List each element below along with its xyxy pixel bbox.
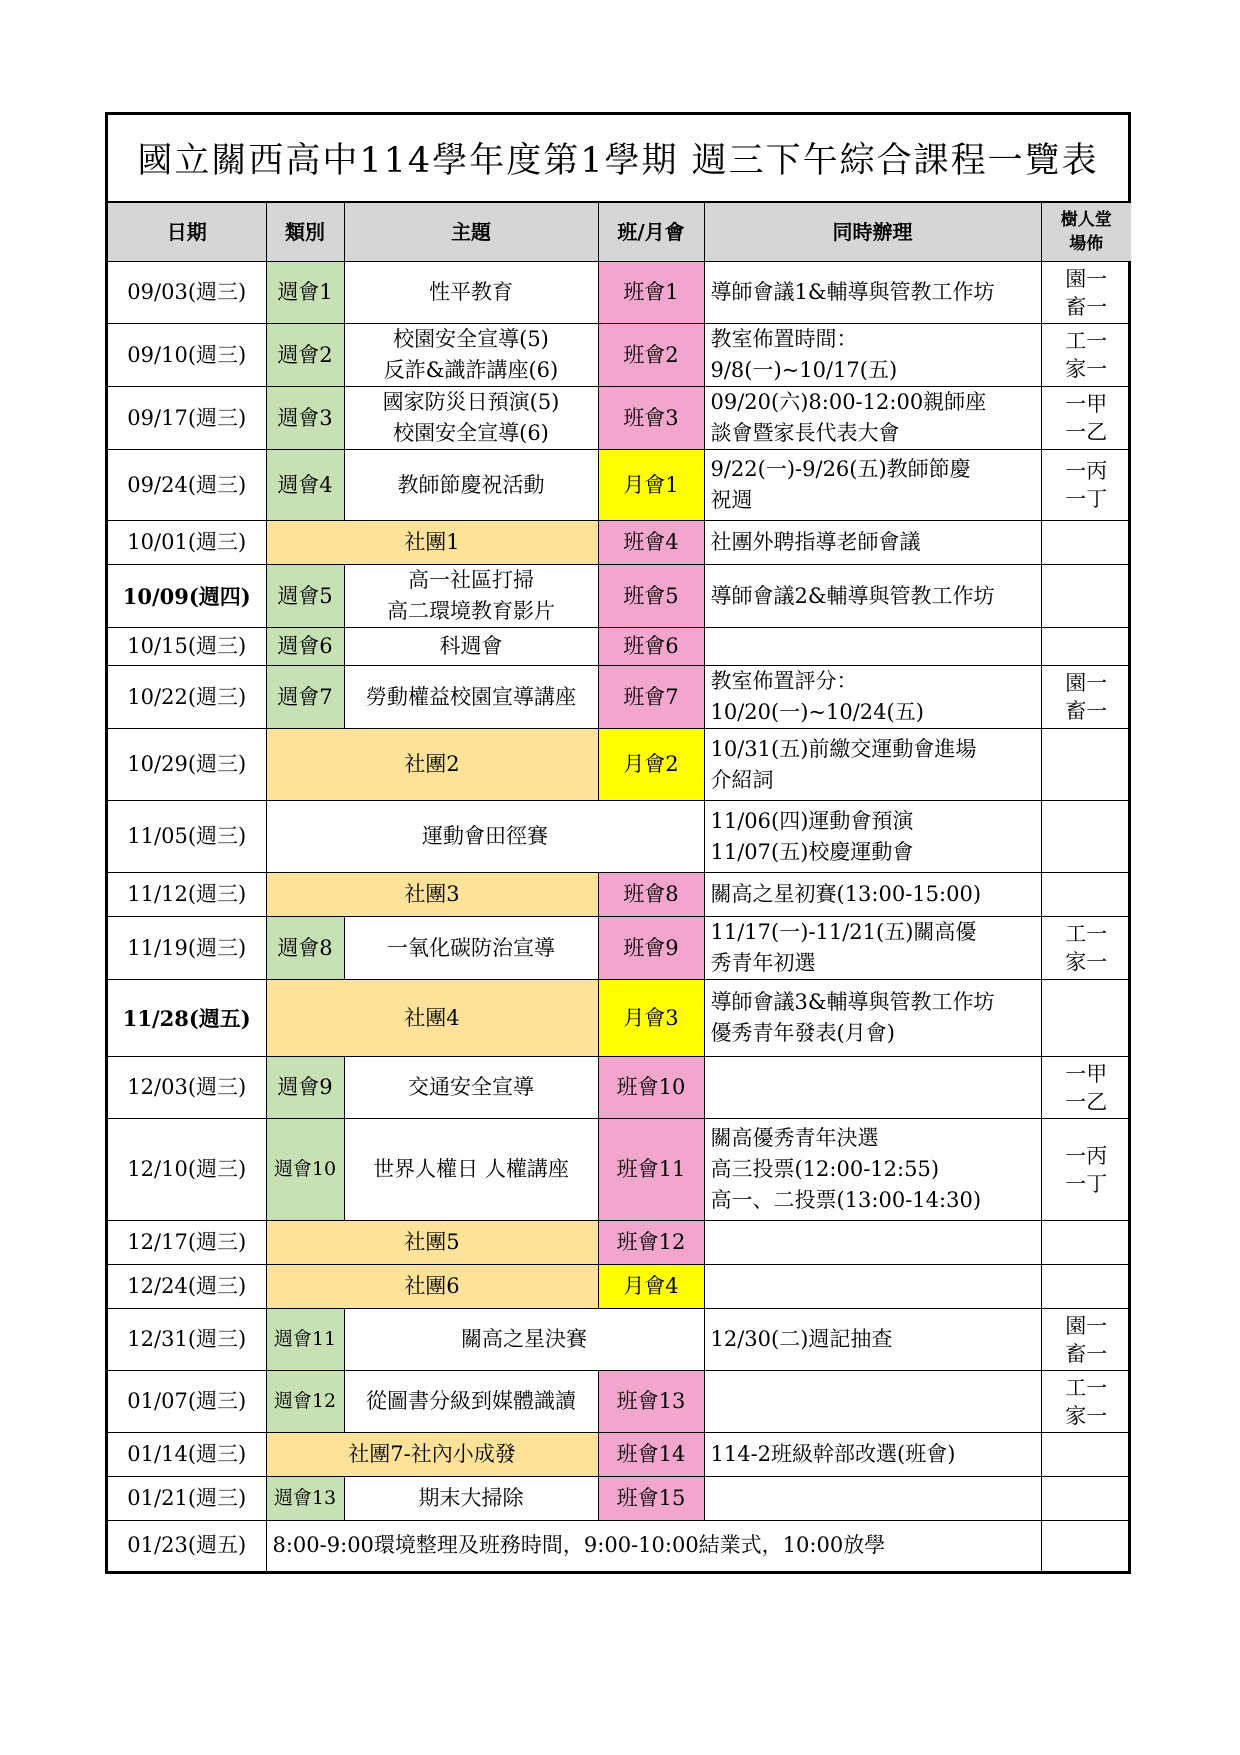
club-cell: 社團7-社內小成發	[266, 1433, 598, 1477]
date-cell: 01/07(週三)	[108, 1371, 266, 1433]
meeting-cell: 月會4	[598, 1265, 704, 1309]
topic-cell: 教師節慶祝活動	[344, 450, 598, 521]
hall-cell	[1041, 980, 1131, 1057]
hall-cell: 園一 畜一	[1041, 262, 1131, 324]
table-row	[108, 873, 1131, 917]
club-cell: 社團6	[266, 1265, 598, 1309]
date-cell: 12/10(週三)	[108, 1119, 266, 1221]
hall-cell: 工一 家一	[1041, 324, 1131, 387]
concurrent-cell: 12/30(二)週記抽查	[704, 1309, 1041, 1371]
category-cell: 週會3	[266, 387, 344, 450]
header-date: 日期	[108, 203, 266, 262]
hall-cell	[1041, 1265, 1131, 1309]
note-cell: 8:00-9:00環境整理及班務時間，9:00-10:00結業式，10:00放學	[266, 1521, 1041, 1571]
concurrent-cell: 11/17(一)-11/21(五)關高優 秀青年初選	[704, 917, 1041, 980]
meeting-cell: 班會10	[598, 1057, 704, 1119]
table-row	[108, 1221, 1131, 1265]
date-cell: 12/17(週三)	[108, 1221, 266, 1265]
hall-cell: 工一 家一	[1041, 917, 1131, 980]
hall-cell	[1041, 628, 1131, 666]
event-cell: 運動會田徑賽	[266, 801, 704, 873]
hall-cell: 一丙 一丁	[1041, 1119, 1131, 1221]
hall-cell: 工一 家一	[1041, 1371, 1131, 1433]
table-row	[108, 1057, 1131, 1119]
club-cell: 社團1	[266, 521, 598, 565]
topic-cell: 國家防災日預演(5) 校園安全宣導(6)	[344, 387, 598, 450]
table-row	[108, 324, 1131, 387]
table-row	[108, 729, 1131, 801]
date-cell: 11/12(週三)	[108, 873, 266, 917]
date-cell: 01/14(週三)	[108, 1433, 266, 1477]
topic-cell: 一氧化碳防治宣導	[344, 917, 598, 980]
date-cell: 11/05(週三)	[108, 801, 266, 873]
concurrent-cell	[704, 1057, 1041, 1119]
club-cell: 社團5	[266, 1221, 598, 1265]
hall-cell	[1041, 1221, 1131, 1265]
date-cell: 10/01(週三)	[108, 521, 266, 565]
table-row	[108, 262, 1131, 324]
date-cell: 10/09(週四)	[108, 565, 266, 628]
topic-cell: 科週會	[344, 628, 598, 666]
concurrent-cell	[704, 1221, 1041, 1265]
concurrent-cell	[704, 1477, 1041, 1521]
table-row	[108, 1265, 1131, 1309]
category-cell: 週會2	[266, 324, 344, 387]
date-cell: 01/23(週五)	[108, 1521, 266, 1571]
topic-cell: 校園安全宣導(5) 反詐&識詐講座(6)	[344, 324, 598, 387]
date-cell: 12/03(週三)	[108, 1057, 266, 1119]
topic-cell: 世界人權日 人權講座	[344, 1119, 598, 1221]
hall-cell: 園一 畜一	[1041, 1309, 1131, 1371]
concurrent-cell: 09/20(六)8:00-12:00親師座 談會暨家長代表大會	[704, 387, 1041, 450]
date-cell: 09/24(週三)	[108, 450, 266, 521]
date-cell: 12/31(週三)	[108, 1309, 266, 1371]
meeting-cell: 班會6	[598, 628, 704, 666]
topic-cell: 性平教育	[344, 262, 598, 324]
table-row	[108, 450, 1131, 521]
meeting-cell: 月會3	[598, 980, 704, 1057]
category-cell: 週會8	[266, 917, 344, 980]
topic-cell: 從圖書分級到媒體識讀	[344, 1371, 598, 1433]
topic-cell: 期末大掃除	[344, 1477, 598, 1521]
date-cell: 12/24(週三)	[108, 1265, 266, 1309]
meeting-cell: 班會12	[598, 1221, 704, 1265]
concurrent-cell: 關高之星初賽(13:00-15:00)	[704, 873, 1041, 917]
concurrent-cell: 導師會議2&輔導與管教工作坊	[704, 565, 1041, 628]
table-row	[108, 1119, 1131, 1221]
hall-cell	[1041, 873, 1131, 917]
category-cell: 週會1	[266, 262, 344, 324]
hall-cell	[1041, 729, 1131, 801]
schedule-table	[108, 203, 1131, 1571]
table-row	[108, 628, 1131, 666]
table-row	[108, 980, 1131, 1057]
concurrent-cell: 導師會議1&輔導與管教工作坊	[704, 262, 1041, 324]
concurrent-cell: 導師會議3&輔導與管教工作坊 優秀青年發表(月會)	[704, 980, 1041, 1057]
club-cell: 社團2	[266, 729, 598, 801]
hall-cell	[1041, 521, 1131, 565]
date-cell: 10/22(週三)	[108, 666, 266, 729]
concurrent-cell: 9/22(一)-9/26(五)教師節慶 祝週	[704, 450, 1041, 521]
topic-cell: 關高之星決賽	[344, 1309, 704, 1371]
topic-cell: 勞動權益校園宣導講座	[344, 666, 598, 729]
meeting-cell: 班會7	[598, 666, 704, 729]
category-cell: 週會9	[266, 1057, 344, 1119]
category-cell: 週會12	[266, 1371, 344, 1433]
date-cell: 01/21(週三)	[108, 1477, 266, 1521]
topic-cell: 交通安全宣導	[344, 1057, 598, 1119]
table-row	[108, 801, 1131, 873]
concurrent-cell	[704, 628, 1041, 666]
meeting-cell: 班會15	[598, 1477, 704, 1521]
meeting-cell: 班會8	[598, 873, 704, 917]
table-row	[108, 1371, 1131, 1433]
meeting-cell: 班會14	[598, 1433, 704, 1477]
date-cell: 11/19(週三)	[108, 917, 266, 980]
concurrent-cell: 社團外聘指導老師會議	[704, 521, 1041, 565]
meeting-cell: 月會2	[598, 729, 704, 801]
schedule-sheet	[105, 112, 1131, 1574]
table-row	[108, 1477, 1131, 1521]
meeting-cell: 班會2	[598, 324, 704, 387]
date-cell: 09/17(週三)	[108, 387, 266, 450]
table-row	[108, 1521, 1131, 1571]
club-cell: 社團3	[266, 873, 598, 917]
category-cell: 週會7	[266, 666, 344, 729]
concurrent-cell: 10/31(五)前繳交運動會進場 介紹詞	[704, 729, 1041, 801]
table-row	[108, 917, 1131, 980]
page-title: 國立關西高中114學年度第1學期 週三下午綜合課程一覽表	[108, 115, 1128, 203]
meeting-cell: 班會9	[598, 917, 704, 980]
date-cell: 11/28(週五)	[108, 980, 266, 1057]
meeting-cell: 班會3	[598, 387, 704, 450]
category-cell: 週會13	[266, 1477, 344, 1521]
concurrent-cell: 教室佈置時間： 9/8(一)~10/17(五)	[704, 324, 1041, 387]
meeting-cell: 班會5	[598, 565, 704, 628]
meeting-cell: 月會1	[598, 450, 704, 521]
hall-cell: 一甲 一乙	[1041, 387, 1131, 450]
date-cell: 10/15(週三)	[108, 628, 266, 666]
table-row	[108, 666, 1131, 729]
meeting-cell: 班會13	[598, 1371, 704, 1433]
header-topic: 主題	[344, 203, 598, 262]
date-cell: 09/03(週三)	[108, 262, 266, 324]
concurrent-cell	[704, 1371, 1041, 1433]
category-cell: 週會11	[266, 1309, 344, 1371]
table-row	[108, 521, 1131, 565]
concurrent-cell: 11/06(四)運動會預演 11/07(五)校慶運動會	[704, 801, 1041, 873]
category-cell: 週會4	[266, 450, 344, 521]
hall-cell: 一丙 一丁	[1041, 450, 1131, 521]
header-meeting: 班/月會	[598, 203, 704, 262]
concurrent-cell: 教室佈置評分： 10/20(一)~10/24(五)	[704, 666, 1041, 729]
hall-cell	[1041, 1521, 1131, 1571]
category-cell: 週會10	[266, 1119, 344, 1221]
hall-cell	[1041, 1477, 1131, 1521]
table-row	[108, 1309, 1131, 1371]
table-row	[108, 565, 1131, 628]
header-row	[108, 203, 1131, 262]
table-row	[108, 1433, 1131, 1477]
meeting-cell: 班會11	[598, 1119, 704, 1221]
concurrent-cell: 114-2班級幹部改選(班會)	[704, 1433, 1041, 1477]
category-cell: 週會6	[266, 628, 344, 666]
header-concurrent: 同時辦理	[704, 203, 1041, 262]
header-category: 類別	[266, 203, 344, 262]
date-cell: 09/10(週三)	[108, 324, 266, 387]
concurrent-cell: 關高優秀青年決選 高三投票(12:00-12:55) 高一、二投票(13:00-14:30)	[704, 1119, 1041, 1221]
category-cell: 週會5	[266, 565, 344, 628]
meeting-cell: 班會4	[598, 521, 704, 565]
hall-cell	[1041, 565, 1131, 628]
hall-cell: 一甲 一乙	[1041, 1057, 1131, 1119]
hall-cell	[1041, 801, 1131, 873]
date-cell: 10/29(週三)	[108, 729, 266, 801]
header-hall: 樹人堂 場佈	[1041, 203, 1131, 262]
meeting-cell: 班會1	[598, 262, 704, 324]
table-row	[108, 387, 1131, 450]
topic-cell: 高一社區打掃 高二環境教育影片	[344, 565, 598, 628]
concurrent-cell	[704, 1265, 1041, 1309]
club-cell: 社團4	[266, 980, 598, 1057]
hall-cell	[1041, 1433, 1131, 1477]
hall-cell: 園一 畜一	[1041, 666, 1131, 729]
